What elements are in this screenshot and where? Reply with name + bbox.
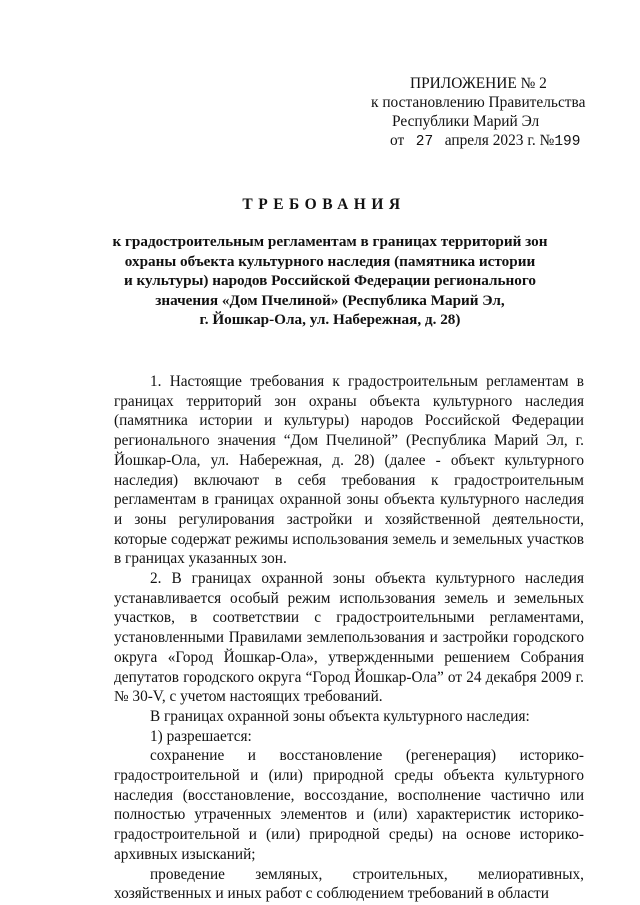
document-title: ТРЕБОВАНИЯ xyxy=(242,196,406,213)
appendix-date-day: 27 xyxy=(415,134,434,150)
appendix-block xyxy=(330,74,600,150)
subtitle-line: к градостроительным регламентам в границах территорий зон xyxy=(112,233,548,250)
appendix-number: 199 xyxy=(554,134,581,150)
subtitle-line: значения «Дом Пчелиной» (Республика Марий Эл, xyxy=(155,291,505,309)
paragraph-3: В границах охранной зоны объекта культурного наследия: xyxy=(150,707,530,725)
appendix-date-middle: апреля 2023 г. № xyxy=(444,132,555,149)
paragraph-1: 1. Настоящие требования к градостроительным регламентам в границах территорий зон охраны объекта культурного наследия (памятника истории и культуры) народов Российской Федерации регионального значения “Дом Пчелиной” (Республика Марий Эл, г. Йошкар-Ола, ул. Набережная, д. 28) (далее - объект культурного наследия) включают в себя требования к градостроительным регламентам в границах охранной зоны объекта культурного наследия и зоны регулирования застройки и хозяйственной деятельности, которые содержат режимы использования земель и земельных участков в границах указанных зон. xyxy=(114,373,584,568)
document-body xyxy=(114,372,584,904)
appendix-date-prefix: от xyxy=(390,132,405,149)
appendix-resolution-ref: к постановлению Правительства xyxy=(371,94,586,111)
subtitle-line: охраны объекта культурного наследия (памятника истории xyxy=(124,252,536,270)
paragraph-2: 2. В границах охранной зоны объекта культурного наследия устанавливается особый режим использования земель и земельных участков, в соответствии с градостроительными регламентами, установленными Правилами землепользования и застройки городского округа «Город Йошкар-Ола», утвержденными решением Собрания депутатов городского округа “Город Йошкар-Ола” от 24 декабря 2009 г. № 30-V, с учетом настоящих требований. xyxy=(114,570,584,706)
appendix-republic: Республики Марий Эл xyxy=(392,113,540,130)
appendix-heading: ПРИЛОЖЕНИЕ № 2 xyxy=(410,75,547,92)
paragraph-5: сохранение и восстановление (регенерация) историко-градостроительной и (или) природной среды объекта культурного наследия (восстановление, воссоздание, восполнение частично или полностью утраченных элементов и (или) характеристик историко-градостроительной и (или) природной среды) на основе историко-архивных изысканий; xyxy=(114,747,584,863)
paragraph-6: проведение земляных, строительных, мелиоративных, хозяйственных и иных работ с соблюдением требований в области xyxy=(114,865,584,903)
appendix-date-line xyxy=(330,131,600,150)
subtitle-line: и культуры) народов Российской Федерации регионального xyxy=(123,272,537,289)
paragraph-4: 1) разрешается: xyxy=(150,727,252,745)
document-subtitle xyxy=(100,232,560,330)
subtitle-line: г. Йошкар-Ола, ул. Набережная, д. 28) xyxy=(199,311,461,328)
